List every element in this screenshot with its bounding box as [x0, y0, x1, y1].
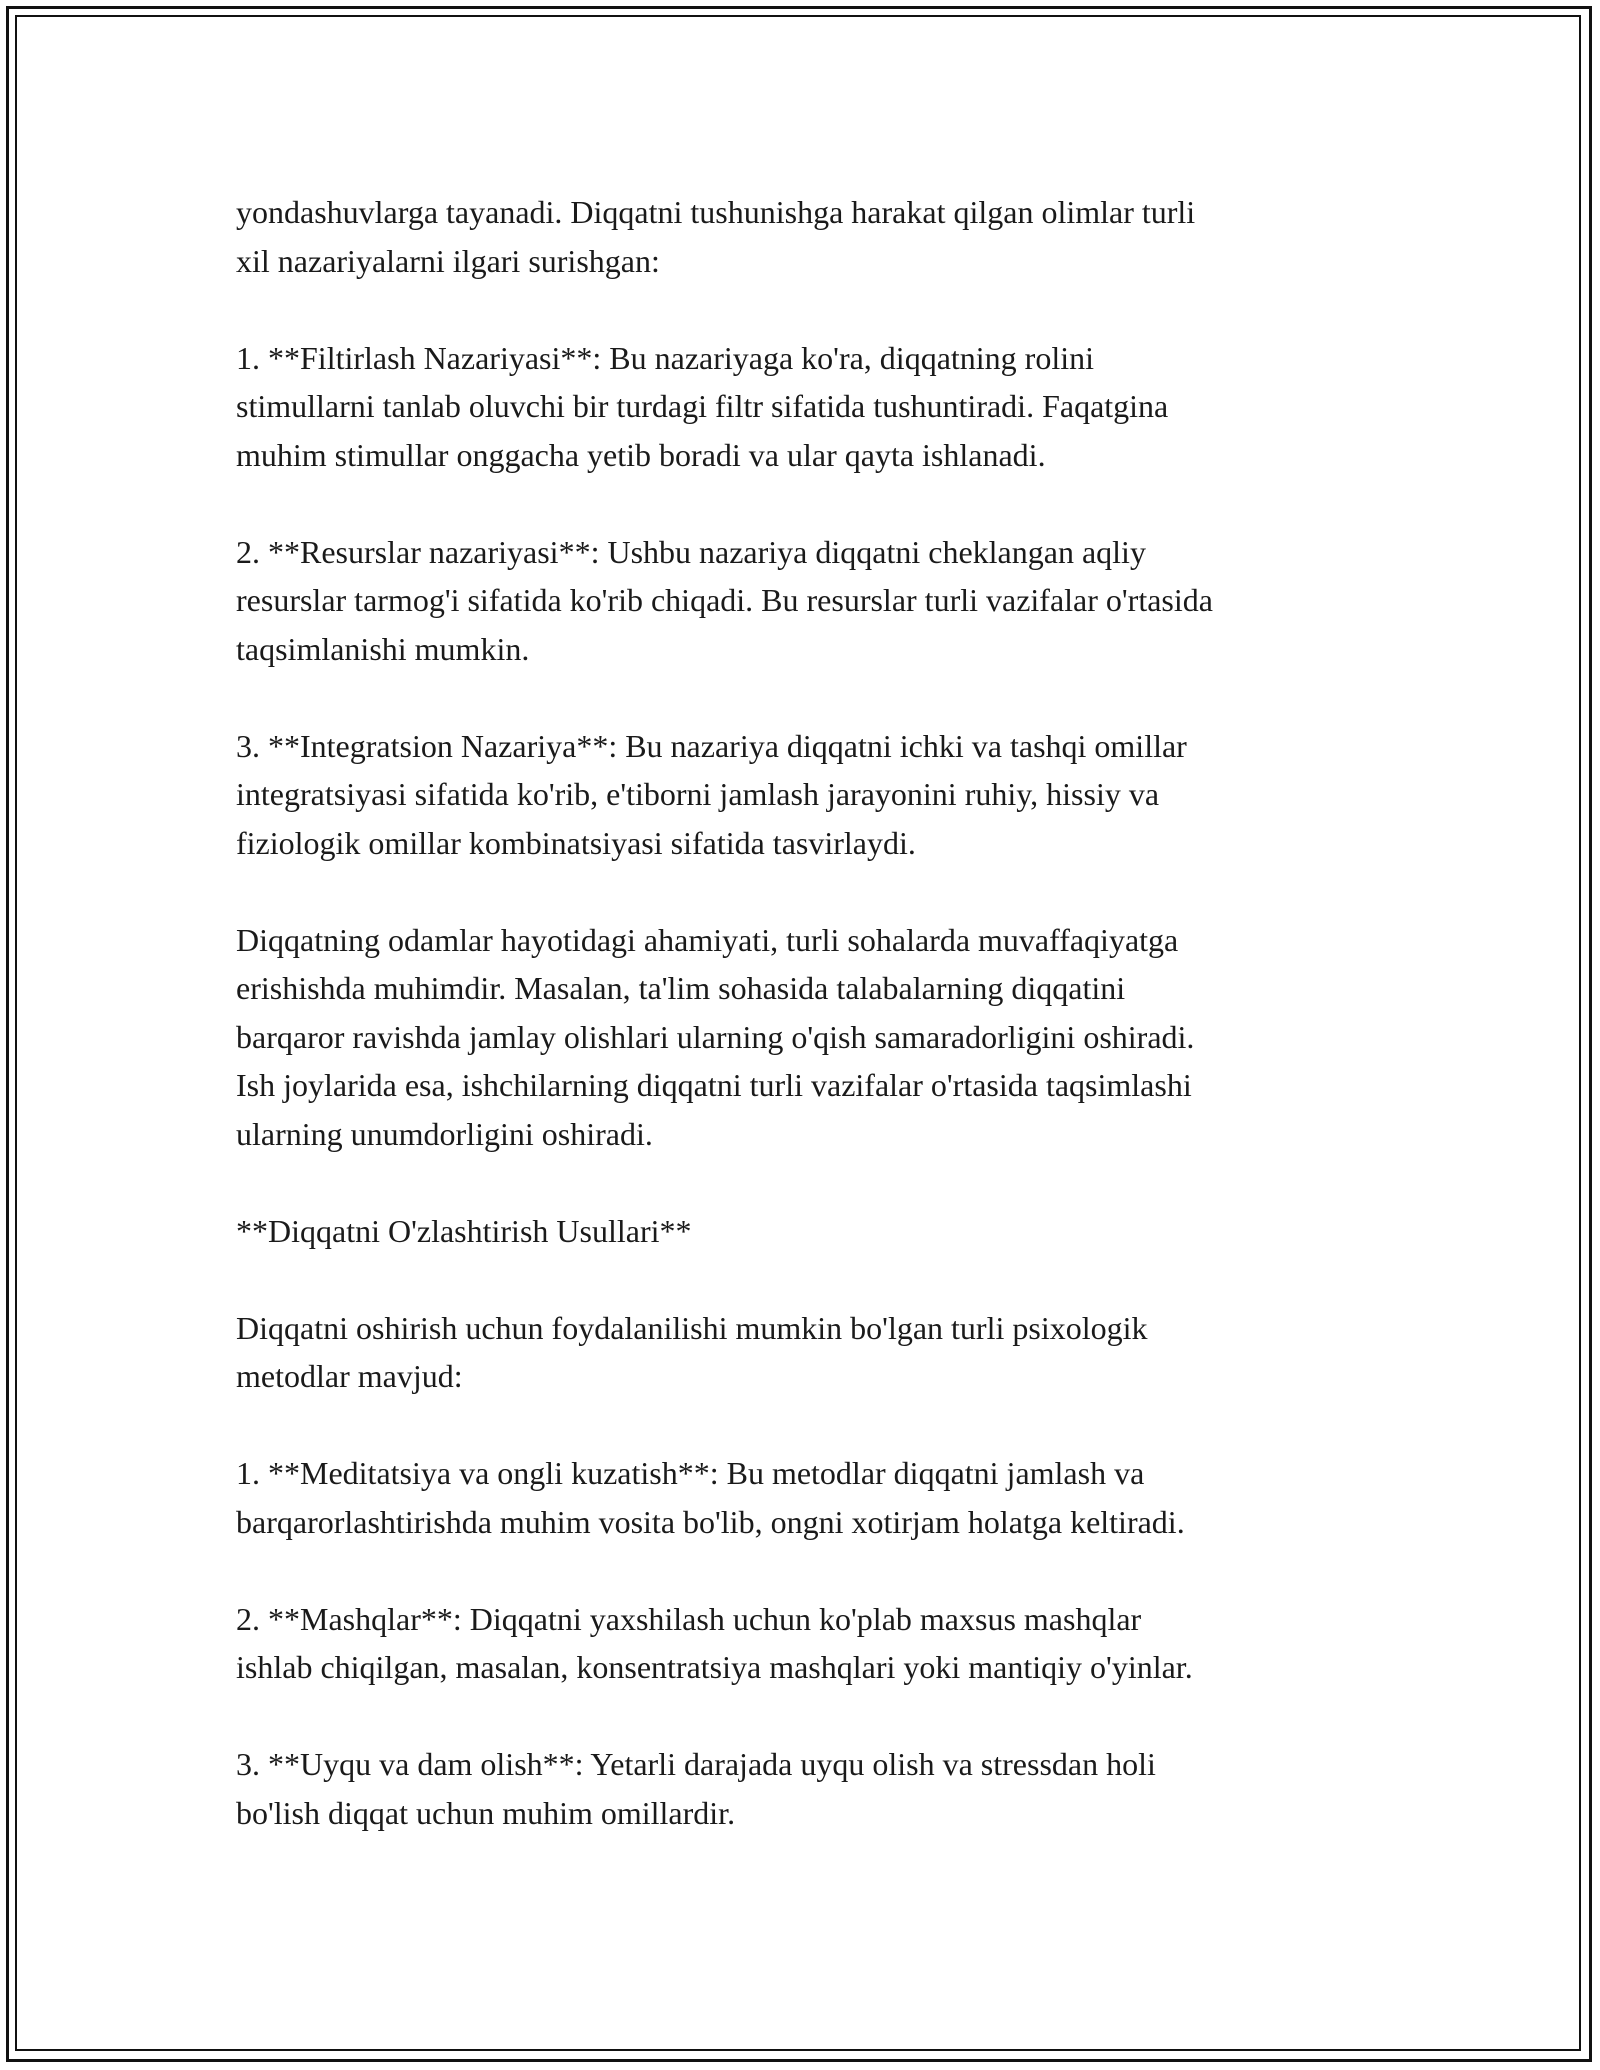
theory-filter-paragraph: 1. **Filtirlash Nazariyasi**: Bu nazariyaga ko'ra, diqqatning rolini stimullarni tanlab oluvchi bir turdagi filtr sifatida tushuntiradi. Faqatgina muhim stimullar onggacha yetib boradi va ular qayta ishlanadi. — [236, 339, 1169, 473]
theory-resources-paragraph: 2. **Resurslar nazariyasi**: Ushbu nazariya diqqatni cheklangan aqliy resurslar tarmog'i sifatida ko'rib chiqadi. Bu resurslar turli vazifalar o'rtasida taqsimlanishi mumkin. — [236, 533, 1213, 667]
section-heading: **Diqqatni O'zlashtirish Usullari** — [236, 1212, 692, 1249]
theory-integration-paragraph: 3. **Integratsion Nazariya**: Bu nazariya diqqatni ichki va tashqi omillar integratsiyasi sifatida ko'rib, e'tiborni jamlash jarayonini ruhiy, hissiy va fiziologik omillar kombinatsiyasi sifatida tasvirlaydi. — [236, 727, 1187, 861]
document-body — [236, 188, 1386, 1837]
method-meditation-paragraph: 1. **Meditatsiya va ongli kuzatish**: Bu metodlar diqqatni jamlash va barqarorlashtirishda muhim vosita bo'lib, ongni xotirjam holatga keltiradi. — [236, 1455, 1185, 1540]
method-exercises-paragraph: 2. **Mashqlar**: Diqqatni yaxshilash uchun ko'plab maxsus mashqlar ishlab chiqilgan, masalan, konsentratsiya mashqlari yoki mantiqiy o'yinlar. — [236, 1600, 1193, 1685]
method-sleep-paragraph: 3. **Uyqu va dam olish**: Yetarli darajada uyqu olish va stressdan holi bo'lish diqqat uchun muhim omillardir. — [236, 1746, 1156, 1831]
intro-paragraph: yondashuvlarga tayanadi. Diqqatni tushunishga harakat qilgan olimlar turli xil nazariyalarni ilgari surishgan: — [236, 194, 1196, 279]
methods-intro-paragraph: Diqqatni oshirish uchun foydalanilishi mumkin bo'lgan turli psixologik metodlar mavjud: — [236, 1309, 1148, 1394]
importance-paragraph: Diqqatning odamlar hayotidagi ahamiyati, turli sohalarda muvaffaqiyatga erishishda muhimdir. Masalan, ta'lim sohasida talabalarning diqqatini barqaror ravishda jamlay olishlari ularning o'qish samaradorligini oshiradi. Ish joylarida esa, ishchilarning diqqatni turli vazifalar o'rtasida taqsimlashi ularning unumdorligini oshiradi. — [236, 921, 1195, 1152]
